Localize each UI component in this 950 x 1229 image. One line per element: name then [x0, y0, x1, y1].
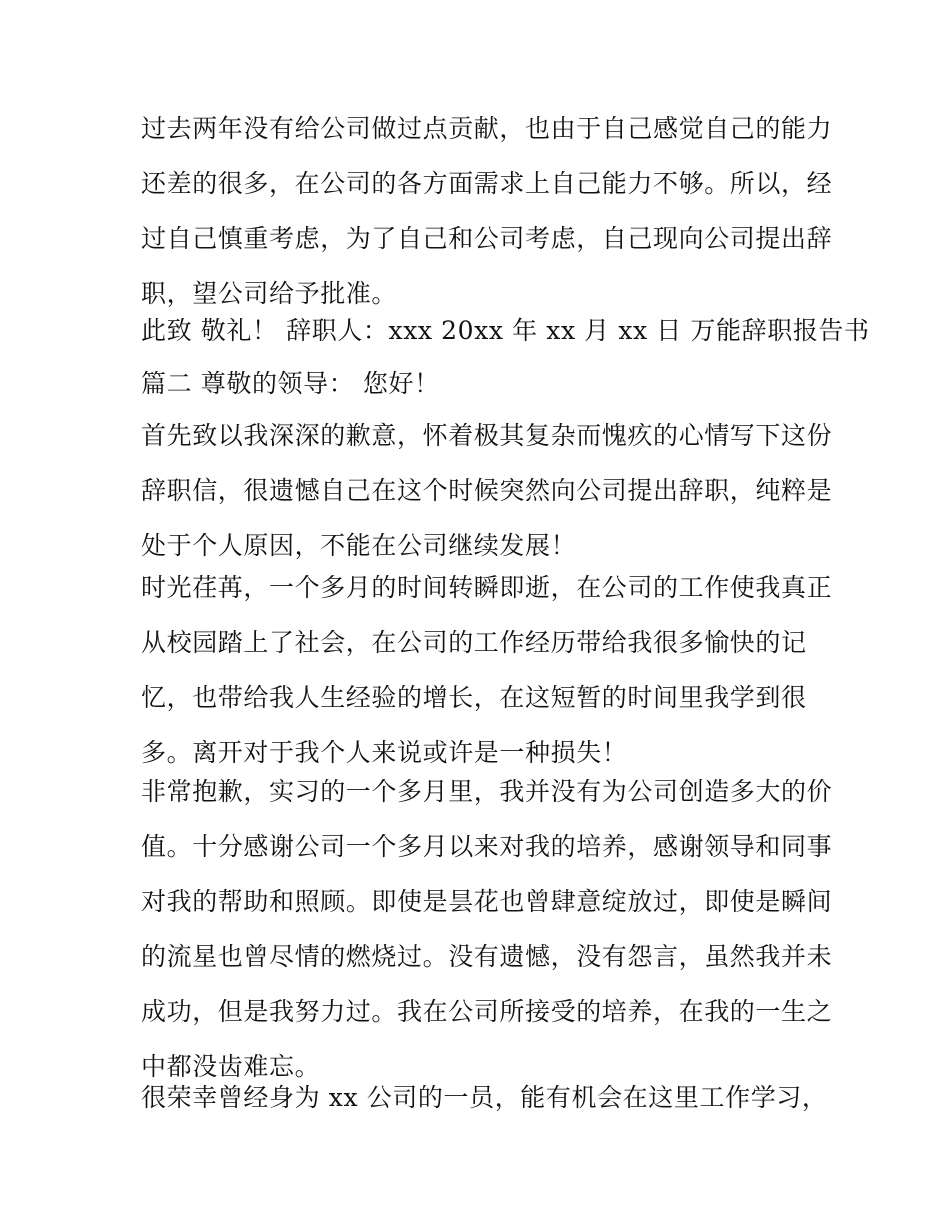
text-line: 非常抱歉，实习的一个多月里，我并没有为公司创造多大的价	[141, 777, 833, 806]
text-line: 还差的很多，在公司的各方面需求上自己能力不够。所以，经	[141, 169, 833, 198]
paragraph-apology	[141, 418, 833, 564]
text-line: 值。十分感谢公司一个多月以来对我的培养，感谢领导和同事	[141, 832, 833, 861]
text-line: 的流星也曾尽情的燃烧过。没有遗憾，没有怨言，虽然我并未	[141, 942, 833, 971]
text-line: 对我的帮助和照顾。即使是昙花也曾肆意绽放过，即使是瞬间	[141, 887, 833, 916]
paragraph-resignation-reason	[141, 111, 833, 312]
text-line: 多。离开对于我个人来说或许是一种损失！	[141, 738, 628, 767]
paragraph-honor	[141, 1080, 828, 1116]
text-line: 篇二 尊敬的领导： 您好！	[141, 369, 440, 398]
text-line: 此致 敬礼！ 辞职人：xxx 20xx 年 xx 月 xx 日 万能辞职报告书	[141, 316, 870, 345]
text-line: 职，望公司给予批准。	[141, 279, 398, 308]
paragraph-time-passed	[141, 570, 833, 771]
text-line: 很荣幸曾经身为 xx 公司的一员，能有机会在这里工作学习，	[141, 1083, 828, 1112]
text-line: 时光荏苒，一个多月的时间转瞬即逝，在公司的工作使我真正	[141, 573, 833, 602]
text-line: 过去两年没有给公司做过点贡献，也由于自己感觉自己的能力	[141, 114, 833, 143]
text-line: 成功，但是我努力过。我在公司所接受的培养，在我的一生之	[141, 997, 833, 1026]
text-line: 中都没齿难忘。	[141, 1052, 321, 1081]
paragraph-gratitude	[141, 774, 833, 1085]
text-line: 辞职信，很遗憾自己在这个时候突然向公司提出辞职，纯粹是	[141, 476, 833, 505]
text-line: 从校园踏上了社会，在公司的工作经历带给我很多愉快的记	[141, 628, 807, 657]
text-line: 忆，也带给我人生经验的增长，在这短暂的时间里我学到很	[141, 683, 807, 712]
text-line: 首先致以我深深的歉意，怀着极其复杂而愧疚的心情写下这份	[141, 421, 833, 450]
greeting-line	[141, 366, 813, 402]
text-line: 过自己慎重考虑，为了自己和公司考虑，自己现向公司提出辞	[141, 224, 833, 253]
closing-signature-line	[141, 313, 870, 349]
text-line: 处于个人原因，不能在公司继续发展！	[141, 531, 577, 560]
